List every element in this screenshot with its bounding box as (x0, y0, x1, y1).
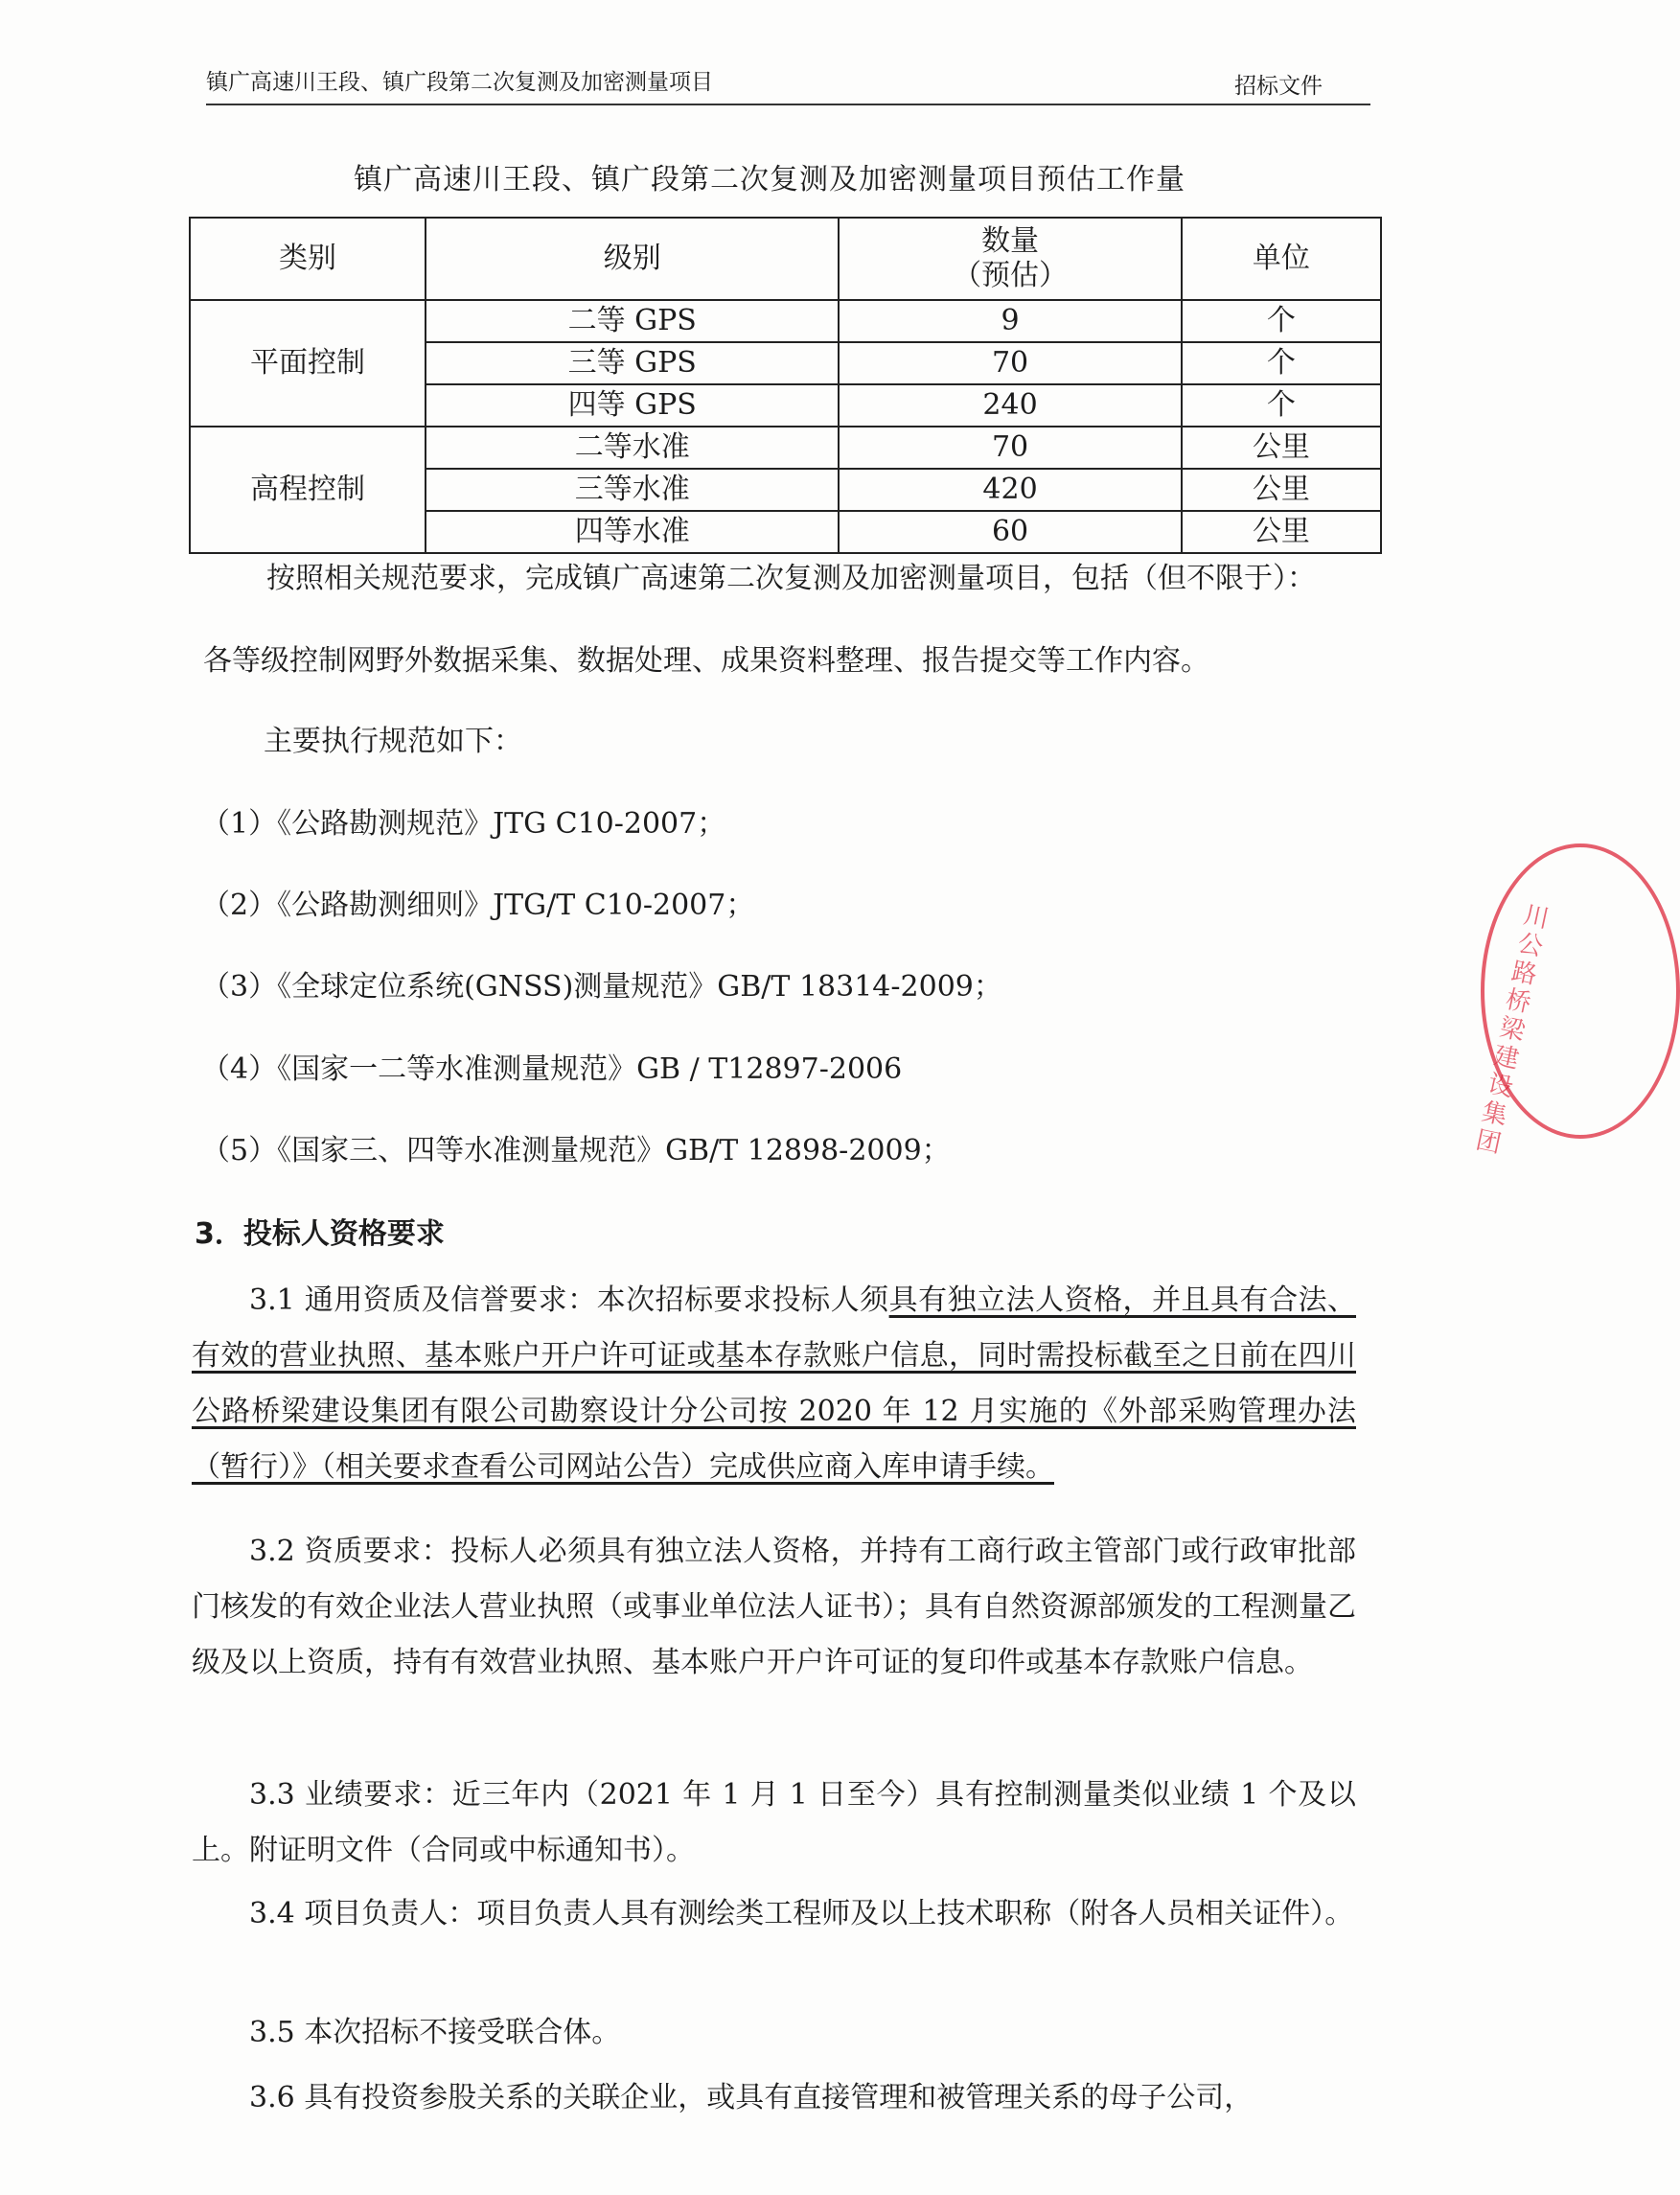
header-quantity (839, 218, 1181, 300)
standard-item-3: （3）《全球定位系统(GNSS)测量规范》GB/T 18314-2009； (201, 970, 1002, 1004)
clause-3-4: 3.4 项目负责人：项目负责人具有测绘类工程师及以上技术职称（附各人员相关证件）。 (249, 1897, 1354, 1930)
header-doc-type: 招标文件 (1234, 74, 1323, 99)
unit-cell: 公里 (1182, 511, 1381, 553)
quantity-cell: 420 (839, 469, 1181, 511)
header-unit: 单位 (1182, 218, 1381, 300)
page-header (206, 63, 1370, 105)
section-title: 3．投标人资格要求 (195, 1217, 445, 1251)
table-header-row (190, 218, 1381, 300)
grade-cell: 二等水准 (426, 427, 840, 469)
standard-item-2: （2）《公路勘测细则》JTG/T C10-2007； (201, 889, 755, 922)
header-quantity-sub: （预估） (953, 259, 1069, 292)
unit-cell: 个 (1182, 342, 1381, 384)
quantity-cell: 9 (839, 300, 1181, 342)
table-title: 镇广高速川王段、镇广段第二次复测及加密测量项目预估工作量 (354, 163, 1185, 196)
clause-3-3: 3.3 业绩要求：近三年内（2021 年 1 月 1 日至今）具有控制测量类似业绩 1 个及以上。附证明文件（合同或中标通知书）。 (192, 1778, 1356, 1867)
intro-line-2: 各等级控制网野外数据采集、数据处理、成果资料整理、报告提交等工作内容。 (203, 644, 1209, 678)
quantity-cell: 70 (839, 342, 1181, 384)
intro-line-1: 按照相关规范要求，完成镇广高速第二次复测及加密测量项目，包括（但不限于）： (266, 562, 1316, 595)
grade-cell: 三等水准 (426, 469, 840, 511)
clause-3-1-underlined: 具有独立法人资格，并且具有合法、有效的营业执照、基本账户开户许可证或基本存款账户信息，同时需投标截至之日前在四川公路桥梁建设集团有限公司勘察设计分公司按 2020 年 12 月实施的《外部采购管理办法（暂行）》（相关要求查看公司网站公告）完成供应商入库申请手续。 (192, 1283, 1357, 1484)
company-seal-text: 川公路桥梁建设集团 (1473, 900, 1552, 1160)
standards-heading: 主要执行规范如下： (264, 725, 522, 758)
grade-cell: 二等 GPS (426, 300, 840, 342)
header-grade: 级别 (426, 218, 840, 300)
grade-cell: 三等 GPS (426, 342, 840, 384)
quantity-cell: 240 (839, 384, 1181, 427)
category-cell: 平面控制 (190, 300, 426, 427)
header-project-name: 镇广高速川王段、镇广段第二次复测及加密测量项目 (206, 70, 713, 95)
grade-cell: 四等 GPS (426, 384, 840, 427)
clause-3-1-text: 3.1 通用资质及信誉要求：本次招标要求投标人须 (249, 1283, 889, 1317)
workload-table (189, 217, 1382, 554)
quantity-cell: 70 (839, 427, 1181, 469)
unit-cell: 公里 (1182, 469, 1381, 511)
grade-cell: 四等水准 (426, 511, 840, 553)
clause-3-1 (192, 1273, 1356, 1495)
clause-3-6: 3.6 具有投资参股关系的关联企业，或具有直接管理和被管理关系的母子公司， (249, 2081, 1254, 2114)
quantity-cell: 60 (839, 511, 1181, 553)
clause-3-2: 3.2 资质要求：投标人必须具有独立法人资格，并持有工商行政主管部门或行政审批部门核发的有效企业法人营业执照（或事业单位法人证书）；具有自然资源部颁发的工程测量乙级及以上资质，持有有效营业执照、基本账户开户许可证的复印件或基本存款账户信息。 (192, 1535, 1356, 1679)
unit-cell: 个 (1182, 384, 1381, 427)
standard-item-4: （4）《国家一二等水准测量规范》GB / T12897-2006 (201, 1052, 903, 1086)
standard-item-5: （5）《国家三、四等水准测量规范》GB/T 12898-2009； (201, 1134, 951, 1167)
table-row (190, 427, 1381, 469)
category-cell: 高程控制 (190, 427, 426, 553)
clause-3-5: 3.5 本次招标不接受联合体。 (249, 2016, 621, 2049)
header-category: 类别 (190, 218, 426, 300)
unit-cell: 公里 (1182, 427, 1381, 469)
header-quantity-label: 数量 (981, 224, 1040, 258)
unit-cell: 个 (1182, 300, 1381, 342)
standard-item-1: （1）《公路勘测规范》JTG C10-2007； (201, 807, 726, 841)
table-row (190, 300, 1381, 342)
